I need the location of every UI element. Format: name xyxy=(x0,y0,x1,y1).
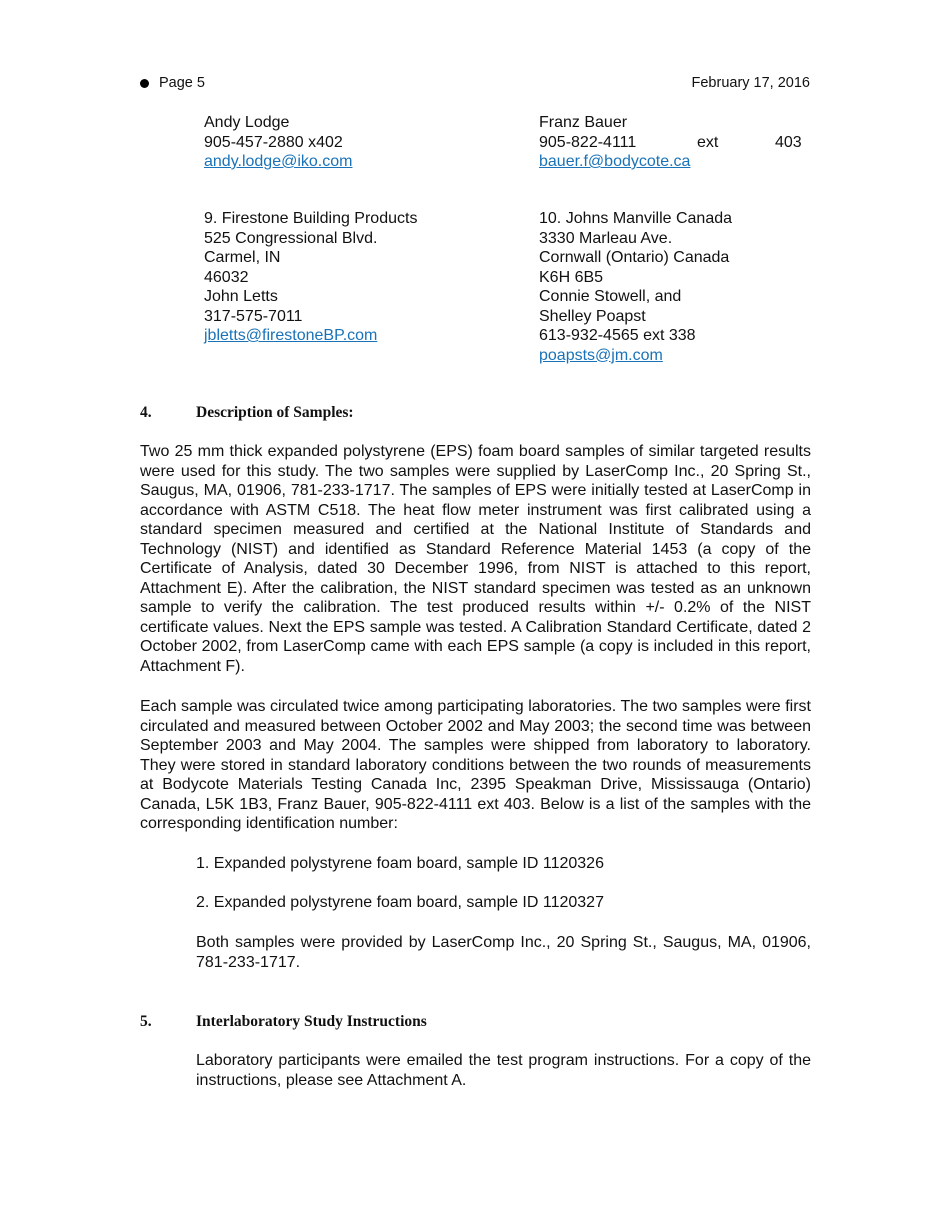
lab-9-block xyxy=(204,209,417,346)
lab-contact: Connie Stowell, and xyxy=(539,288,682,305)
lab-city: Carmel, IN xyxy=(204,249,281,266)
contact-email-link[interactable]: bauer.f@bodycote.ca xyxy=(539,153,691,170)
lab-address: 3330 Marleau Ave. xyxy=(539,229,673,247)
contact-andy-lodge xyxy=(204,113,352,172)
section-5-title: Interlaboratory Study Instructions xyxy=(196,1013,427,1030)
page-label: Page 5 xyxy=(159,75,205,91)
contact-email-link[interactable]: andy.lodge@iko.com xyxy=(204,153,353,170)
lab-title: 10. Johns Manville Canada xyxy=(539,210,733,227)
contact-name: Franz Bauer xyxy=(539,114,628,131)
sample-list-item: 1. Expanded polystyrene foam board, sample ID 1120326 xyxy=(196,855,604,872)
section-5-number: 5. xyxy=(140,1013,152,1030)
contact-ext-number: 403 xyxy=(775,133,802,151)
lab-10-block xyxy=(539,209,732,365)
lab-phone: 317-575-7011 xyxy=(204,307,303,325)
section-4-title: Description of Samples: xyxy=(196,404,354,421)
contact-phone: 905-822-4111 xyxy=(539,133,637,151)
lab-title: 9. Firestone Building Products xyxy=(204,210,418,227)
contact-name: Andy Lodge xyxy=(204,114,290,131)
lab-postal: 46032 xyxy=(204,268,249,286)
contact-ext-label: ext xyxy=(697,133,719,151)
lab-city: Cornwall (Ontario) Canada xyxy=(539,249,730,266)
section-5-paragraph: Laboratory participants were emailed the test program instructions. For a copy of the instructions, please see Attachment A. xyxy=(196,1052,811,1089)
section-4-number: 4. xyxy=(140,404,152,421)
section-4-paragraph-2: Each sample was circulated twice among participating laboratories. The two samples were first circulated and measured between October 2002 and May 2003; the second time was between September 2003 and May 2004. The samples were shipped from laboratory to laboratory. They were stored in standard laboratory conditions between the two rounds of measurements at Bodycote Materials Testing Canada Inc, 2395 Speakman Drive, Mississauga (Ontario) Canada, L5K 1B3, Franz Bauer, 905-822-4111 ext 403. Below is a list of the samples with the corresponding identification number: xyxy=(140,698,811,832)
lab-contact: John Letts xyxy=(204,288,278,305)
section-4-paragraph-1: Two 25 mm thick expanded polystyrene (EPS) foam board samples of similar targeted results were used for this study. The two samples were supplied by LaserComp Inc., 20 Spring St., Saugus, MA, 01906, 781-233-1717. The samples of EPS were initially tested at LaserComp in accordance with ASTM C518. The heat flow meter instrument was first calibrated using a standard specimen measured and certified at the National Institute of Standards and Technology (NIST) and identified as Standard Reference Material 1453 (a copy of the Certificate of Analysis, dated 30 December 1996, from NIST is attached to this report, Attachment E). After the calibration, the NIST standard specimen was tested as an unknown sample to verify the calibration. The test produced results within +/- 0.2% of the NIST certificate values. Next the EPS sample was tested. A Calibration Standard Certificate, dated 2 October 2002, from LaserComp came with each EPS sample (a copy is included in this report, Attachment F). xyxy=(140,443,811,675)
lab-contact: Shelley Poapst xyxy=(539,307,646,325)
document-date: February 17, 2016 xyxy=(691,75,810,91)
lab-address: 525 Congressional Blvd. xyxy=(204,229,378,247)
sample-list-item: 2. Expanded polystyrene foam board, sample ID 1120327 xyxy=(196,894,604,911)
samples-provided-note: Both samples were provided by LaserComp Inc., 20 Spring St., Saugus, MA, 01906, 781-233-1717. xyxy=(196,934,811,971)
bullet-icon xyxy=(140,79,149,88)
lab-email-link[interactable]: poapsts@jm.com xyxy=(539,346,663,364)
contact-phone: 905-457-2880 x402 xyxy=(204,133,343,151)
lab-email-link[interactable]: jbletts@firestoneBP.com xyxy=(204,327,378,344)
contact-franz-bauer xyxy=(539,113,690,172)
lab-phone: 613-932-4565 ext 338 xyxy=(539,327,696,344)
lab-postal: K6H 6B5 xyxy=(539,268,604,286)
